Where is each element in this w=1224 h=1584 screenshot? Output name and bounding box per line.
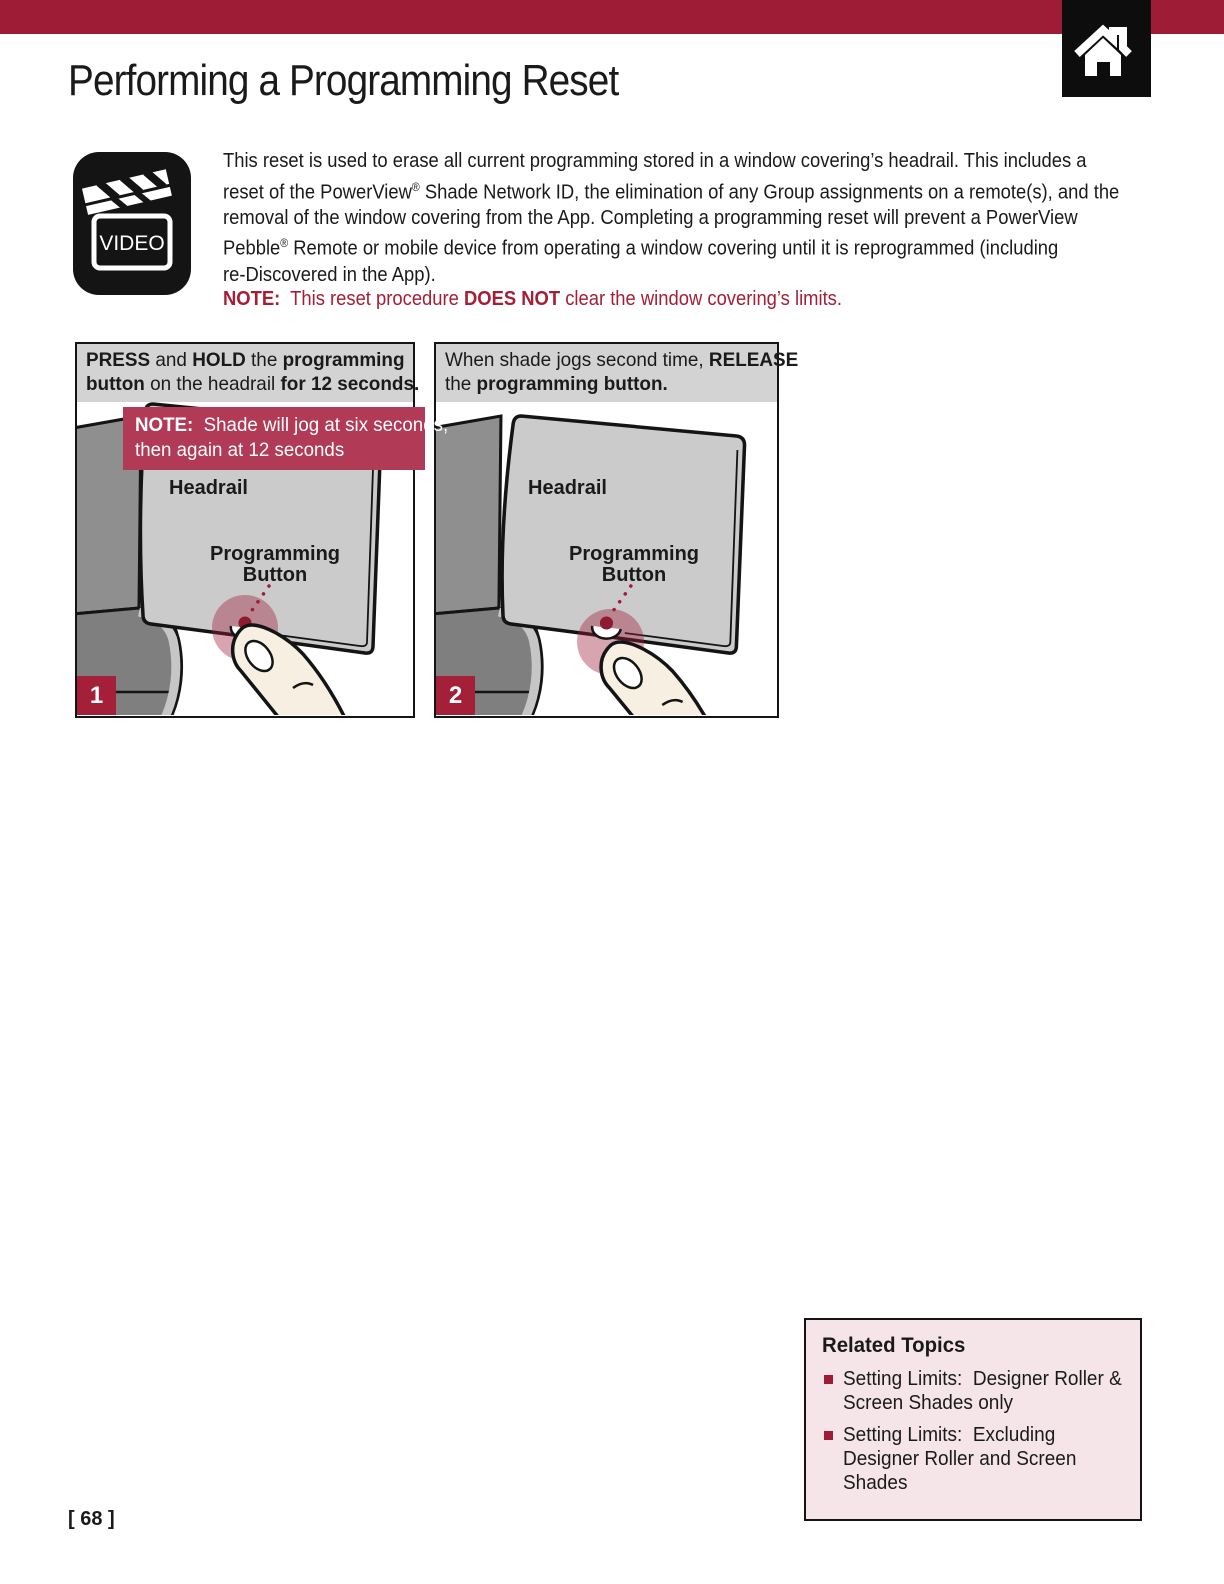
related-topics-title: Related Topics <box>822 1334 966 1357</box>
step-2-panel <box>434 342 799 718</box>
home-icon <box>1071 24 1143 80</box>
step-number-badge: 2 <box>436 676 475 715</box>
step-1-instruction: PRESS and HOLD the programming button on the headrail for 12 seconds. <box>77 344 413 402</box>
headrail-label: Headrail <box>169 477 248 499</box>
intro-paragraph: This reset is used to erase all current programming stored in a window covering’s headrail. This includes a reset of the PowerView® Shade Network ID, the elimination of any Group assignments on a remote(s), and the removal of the window covering from the App. Completing a programming reset will prevent a PowerView Pebble® Remote or mobile device from operating a window covering until it is reprogrammed (including re-Discovered in the App). <box>223 150 1120 286</box>
page-title: Performing a Programming Reset <box>68 56 619 105</box>
bullet-icon <box>824 1375 833 1384</box>
related-topic-text: Setting Limits: Designer Roller & Screen Shades only <box>843 1368 1122 1414</box>
step-1-panel <box>75 342 449 718</box>
programming-button-dot <box>600 617 613 630</box>
step-2-instruction: When shade jogs second time, RELEASE the programming button. <box>436 344 777 402</box>
related-topic-link-2[interactable] <box>822 1423 1126 1495</box>
video-label: VIDEO <box>99 232 165 255</box>
step-1-note: NOTE: Shade will jog at six seconds, then again at 12 seconds <box>123 407 425 470</box>
headrail-label: Headrail <box>528 477 607 499</box>
clapperboard-icon <box>73 152 191 295</box>
fascia-shape <box>436 416 501 614</box>
top-red-bar <box>0 0 1224 34</box>
programming-button-label: Programming Button <box>568 543 700 586</box>
related-topics-box <box>804 1318 1142 1521</box>
bullet-icon <box>824 1431 833 1440</box>
finger-illustration <box>601 642 715 715</box>
programming-button-label: Programming Button <box>209 543 341 586</box>
page-number: [ 68 ] <box>68 1508 115 1530</box>
video-link[interactable] <box>73 152 191 295</box>
reset-note: NOTE: This reset procedure DOES NOT clear the window covering’s limits. <box>223 288 843 310</box>
related-topic-link-1[interactable] <box>822 1367 1126 1415</box>
step-number-badge: 1 <box>77 676 116 715</box>
step-2-illustration <box>436 402 777 715</box>
related-topic-text: Setting Limits: Excluding Designer Roller and Screen Shades <box>843 1424 1077 1494</box>
home-button[interactable] <box>1062 0 1151 97</box>
